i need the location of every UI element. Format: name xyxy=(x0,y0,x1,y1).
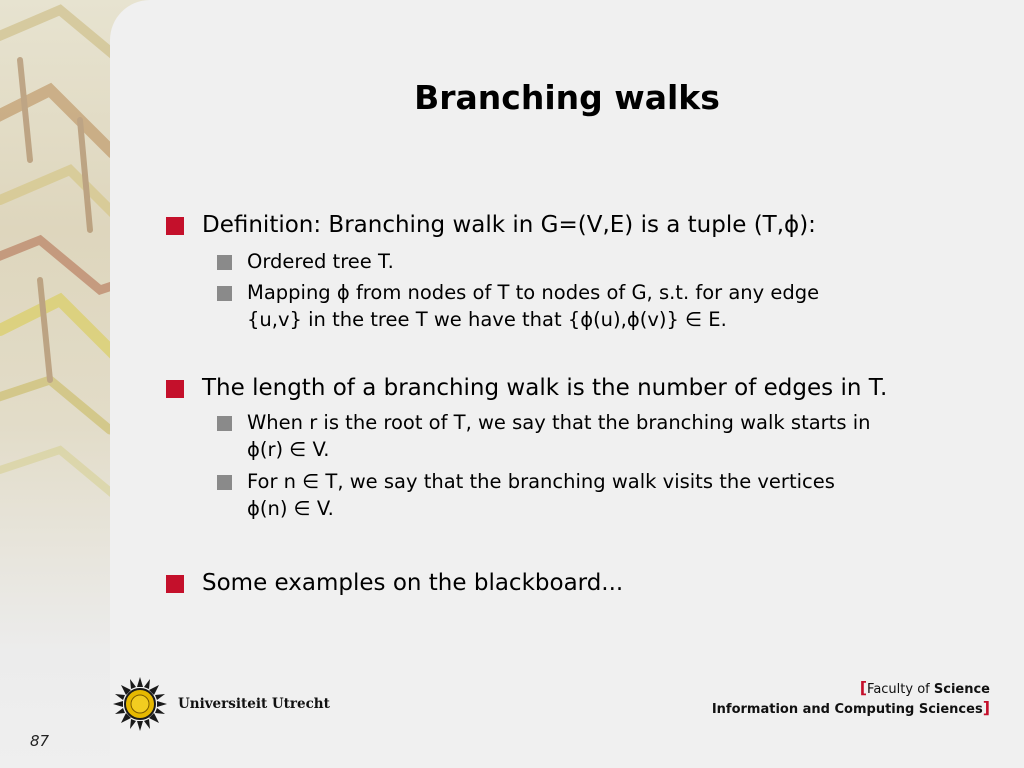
bullet-text: Some examples on the blackboard... xyxy=(202,570,624,596)
gray-bullet-icon xyxy=(217,416,232,431)
page-number: 87 xyxy=(30,732,50,750)
sub-bullet-line1: When r is the root of T, we say that the branching walk starts in xyxy=(247,411,871,434)
sub-bullet-ordered-tree xyxy=(247,248,997,275)
red-bullet-icon xyxy=(166,217,184,235)
university-name: Universiteit Utrecht xyxy=(178,696,330,712)
faculty-label xyxy=(712,679,990,719)
sun-seal-icon xyxy=(112,676,168,732)
gray-bullet-icon xyxy=(217,286,232,301)
bullet-examples xyxy=(202,569,1002,597)
slide-title: Branching walks xyxy=(414,78,720,117)
sub-bullet-mapping xyxy=(247,279,997,333)
sub-bullet-text: Ordered tree T. xyxy=(247,250,394,273)
bullet-definition xyxy=(202,211,1002,239)
red-bullet-icon xyxy=(166,575,184,593)
bullet-length xyxy=(202,374,1002,402)
sub-bullet-line2: ϕ(n) ∈ V. xyxy=(247,497,334,520)
sub-bullet-line2: {u,v} in the tree T we have that {ϕ(u),ϕ(v)} ∈ E. xyxy=(247,308,727,331)
department-name: Information and Computing Sciences xyxy=(711,702,983,717)
faculty-prefix: Faculty of xyxy=(867,682,934,697)
bullet-text: The length of a branching walk is the number of edges in T. xyxy=(202,375,888,401)
sub-bullet-root xyxy=(247,409,997,463)
gray-bullet-icon xyxy=(217,475,232,490)
red-bullet-icon xyxy=(166,380,184,398)
faculty-name: Science xyxy=(933,682,990,697)
sub-bullet-line1: For n ∈ T, we say that the branching walk visits the vertices xyxy=(247,470,835,493)
bracket-close: ] xyxy=(982,698,990,717)
sub-bullet-visits xyxy=(247,468,997,522)
sub-bullet-line1: Mapping ϕ from nodes of T to nodes of G, s.t. for any edge xyxy=(247,281,820,304)
bracket-open: [ xyxy=(859,678,868,697)
gray-bullet-icon xyxy=(217,255,232,270)
sub-bullet-line2: ϕ(r) ∈ V. xyxy=(247,438,330,461)
bullet-text: Definition: Branching walk in G=(V,E) is a tuple (T,ϕ): xyxy=(202,212,816,238)
